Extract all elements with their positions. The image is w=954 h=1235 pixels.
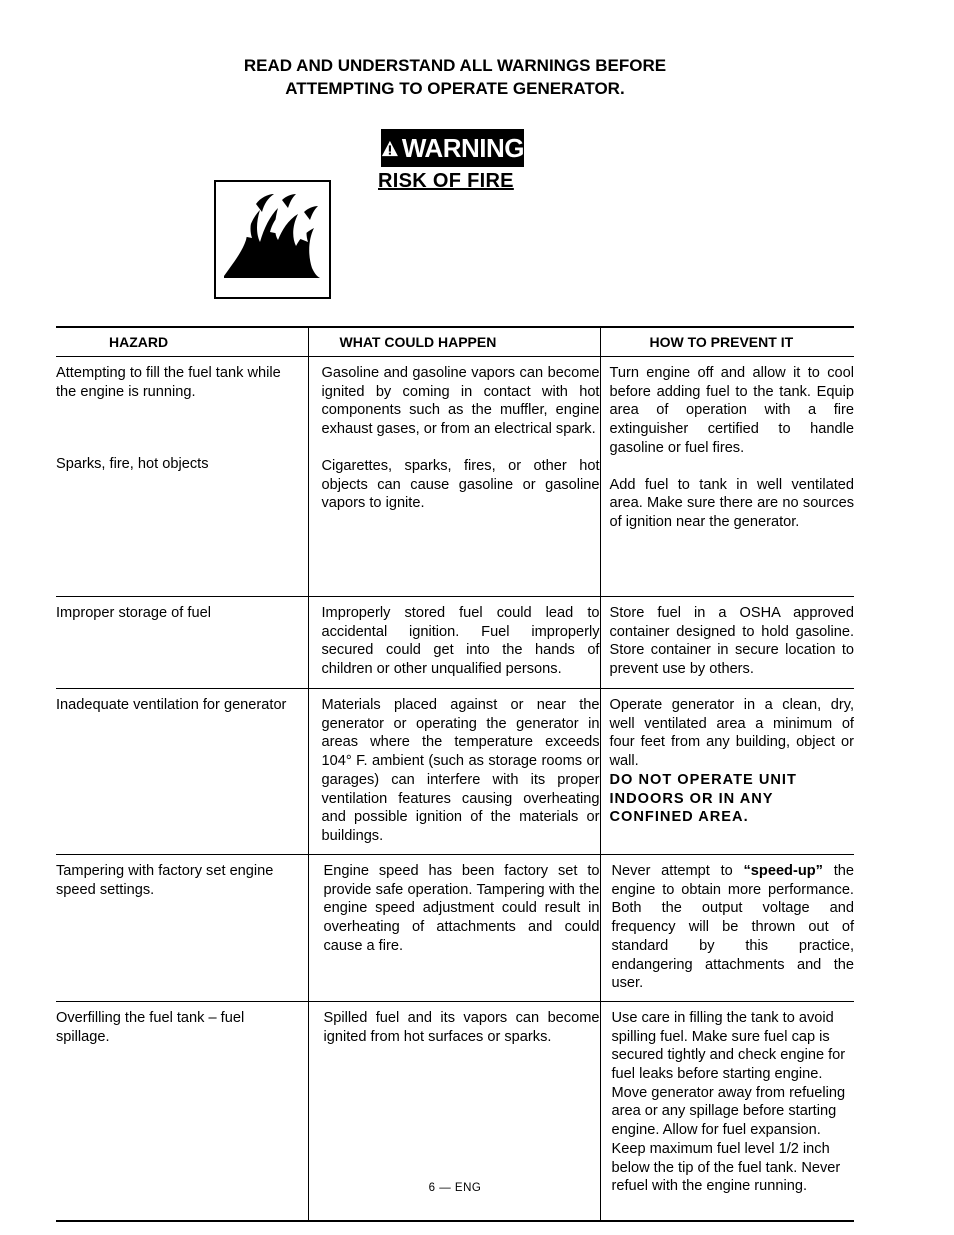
hazard-text: Inadequate ventilation for generator [56, 697, 287, 713]
prevent-text: Use care in filling the tank to avoid spilling fuel. Make sure fuel cap is secured tightly and check engine for fuel leaks before starting engine. Move generator away from refueling area or any spillage before starting engine. Allow for fuel expansion. Keep maximum fuel level 1/2 inch below the tip of the fuel tank. Never refuel with the engine running. [611, 1009, 846, 1195]
hazard-text: Improper storage of fuel [56, 605, 211, 621]
happen-text: Cigarettes, sparks, fires, or other hot objects can cause gasoline or gasoline vapors to ignite. [321, 457, 600, 512]
hazard-table [56, 326, 854, 1222]
hazard-cell [56, 855, 308, 1002]
happen-text: Spilled fuel and its vapors can become ignited from hot surfaces or sparks. [323, 1009, 600, 1045]
hazard-text: Overfilling the fuel tank – fuel spillage. [56, 1009, 245, 1045]
prevent-text: Store fuel in a OSHA approved container designed to hold gasoline. Store container in secure location to prevent use by others. [609, 605, 854, 678]
prevent-cell [600, 597, 854, 689]
table-row [56, 689, 854, 855]
header-what-could-happen: WHAT COULD HAPPEN [308, 327, 600, 357]
table-header-row [56, 327, 854, 357]
hazard-cell [56, 597, 308, 689]
warning-triangle-icon [381, 139, 399, 158]
happen-text: Gasoline and gasoline vapors can become ignited by coming in contact with hot components such as the muffler, engine exhaust gases, or from an electrical spark. [321, 365, 600, 438]
happen-cell [308, 597, 600, 689]
happen-text: Improperly stored fuel could lead to accidental ignition. Fuel improperly secured could get into the hands of children or other unqualified persons. [321, 605, 600, 678]
page-header [0, 54, 910, 100]
table-row [56, 357, 854, 597]
page-number: 6 — ENG [428, 1182, 482, 1194]
warning-label: WARNING [401, 132, 524, 163]
prevent-suffix: the engine to obtain more performance. Both the output voltage and frequency will be thrown out of standard by this practice, endangering attachments and the user. [611, 863, 854, 992]
table-row [56, 597, 854, 689]
happen-cell [308, 855, 600, 1002]
prevent-cell [600, 689, 854, 855]
header-hazard: HAZARD [56, 327, 308, 357]
header-line-1: READ AND UNDERSTAND ALL WARNINGS BEFORE [243, 56, 667, 75]
happen-cell [308, 357, 600, 597]
table-row [56, 855, 854, 1002]
fire-symbol-box [214, 180, 331, 299]
prevent-text: Turn engine off and allow it to cool before adding fuel to the tank. Equip area of operation with a fire extinguisher certified to handle gasoline or fuel fires. [609, 365, 854, 456]
prevent-emphasis: DO NOT OPERATE UNIT INDOORS OR IN ANY CONFINED AREA. [609, 771, 797, 826]
warning-badge [381, 129, 524, 167]
prevent-prefix: Never attempt to [611, 863, 744, 879]
prevent-cell [600, 357, 854, 597]
prevent-text: Operate generator in a clean, dry, well ventilated area a minimum of four feet from any building, object or wall. [609, 697, 854, 770]
fire-icon [216, 182, 329, 297]
happen-cell [308, 689, 600, 855]
header-line-2: ATTEMPTING TO OPERATE GENERATOR. [285, 79, 625, 98]
hazard-text: Attempting to fill the fuel tank while the engine is running. [56, 365, 281, 400]
prevent-text: Add fuel to tank in well ventilated area. Make sure there are no sources of ignition near the generator. [609, 476, 854, 530]
risk-title: RISK OF FIRE [378, 170, 514, 192]
hazard-cell [56, 689, 308, 855]
header-how-to-prevent: HOW TO PREVENT IT [600, 327, 854, 357]
happen-text: Materials placed against or near the generator or operating the generator in areas where the temperature exceeds 104° F. ambient (such as storage rooms or garages) can interfere with its proper ventilation features causing overheating and possible ignition of the materials or buildings. [321, 697, 600, 844]
prevent-bold: “speed-up” [743, 863, 823, 879]
hazard-text: Sparks, fire, hot objects [56, 456, 209, 473]
prevent-text [612, 862, 855, 993]
happen-text: Engine speed has been factory set to provide safe operation. Tampering with the engine speed adjustment could result in overheating of attachments and could cause a fire. [323, 863, 600, 954]
prevent-cell [600, 855, 854, 1002]
hazard-text: Tampering with factory set engine speed settings. [56, 863, 274, 898]
hazard-cell [56, 357, 308, 597]
